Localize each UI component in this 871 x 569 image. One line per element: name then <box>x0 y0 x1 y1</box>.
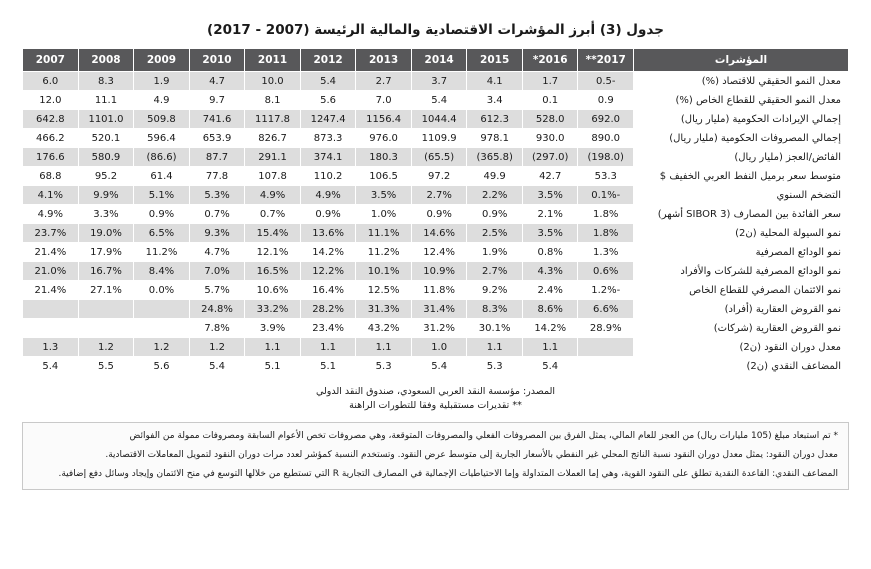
table-cell: 61.4 <box>134 167 190 186</box>
table-cell: 5.6 <box>300 91 356 110</box>
table-cell: 3.5% <box>522 224 578 243</box>
table-cell: 12.0 <box>23 91 79 110</box>
source-line-1: المصدر: مؤسسة النقد العربي السعودي، صندوق النقد الدولي <box>315 386 556 397</box>
header-year-2008: 2008 <box>78 49 134 72</box>
table-cell: 16.7% <box>78 262 134 281</box>
table-cell: 1101.0 <box>78 110 134 129</box>
table-cell: 890.0 <box>578 129 634 148</box>
table-cell: 180.3 <box>356 148 412 167</box>
table-cell: 1.1 <box>522 338 578 357</box>
table-body <box>23 72 849 376</box>
table-cell: 596.4 <box>134 129 190 148</box>
table-cell: 77.8 <box>189 167 245 186</box>
table-cell: 11.2% <box>356 243 412 262</box>
table-cell: 10.0 <box>245 72 301 91</box>
table-row-label: معدل النمو الحقيقي للاقتصاد (%) <box>634 72 849 91</box>
table-cell: 3.7 <box>411 72 467 91</box>
table-row-label: التضخم السنوي <box>634 186 849 205</box>
table-cell: 31.4% <box>411 300 467 319</box>
table-cell: 5.7% <box>189 281 245 300</box>
table-cell <box>578 357 634 376</box>
table-cell: 873.3 <box>300 129 356 148</box>
table-row <box>23 129 849 148</box>
table-cell: 580.9 <box>78 148 134 167</box>
table-cell: 2.5% <box>467 224 523 243</box>
table-row <box>23 110 849 129</box>
table-cell: 8.3% <box>467 300 523 319</box>
table-cell: 291.1 <box>245 148 301 167</box>
table-cell: 374.1 <box>300 148 356 167</box>
table-cell: 10.6% <box>245 281 301 300</box>
table-cell: 5.1 <box>245 357 301 376</box>
table-cell: 110.2 <box>300 167 356 186</box>
header-row <box>23 49 849 72</box>
note-3: المضاعف النقدي: القاعدة النقدية تطلق على النقود القوية، وهي إما العملات المتداولة وإما الاحتياطيات الإجمالية في المصارف التجارية R التي تستطيع من خلالها التوسع في منح الائتمان وإيجاد وسائل دفع إضافية. <box>58 468 838 479</box>
header-year-2011: 2011 <box>245 49 301 72</box>
header-year-2012: 2012 <box>300 49 356 72</box>
table-row-label: متوسط سعر برميل النفط العربي الخفيف $ <box>634 167 849 186</box>
table-cell: (198.0) <box>578 148 634 167</box>
table-cell: -1.2% <box>578 281 634 300</box>
table-cell <box>578 338 634 357</box>
table-cell: 0.0% <box>134 281 190 300</box>
table-cell: 6.5% <box>134 224 190 243</box>
notes-block <box>22 422 849 490</box>
table-cell: 978.1 <box>467 129 523 148</box>
table-cell: 528.0 <box>522 110 578 129</box>
table-cell: 13.6% <box>300 224 356 243</box>
table-cell: 3.5% <box>356 186 412 205</box>
table-cell: 1044.4 <box>411 110 467 129</box>
table-cell: 1.3% <box>578 243 634 262</box>
table-cell: 2.7% <box>467 262 523 281</box>
header-year-2013: 2013 <box>356 49 412 72</box>
table-cell: 68.8 <box>23 167 79 186</box>
table-row <box>23 91 849 110</box>
table-cell: 8.1 <box>245 91 301 110</box>
table-cell: 4.3% <box>522 262 578 281</box>
table-cell: 28.9% <box>578 319 634 338</box>
table-cell: 5.4 <box>411 91 467 110</box>
table-cell: 14.6% <box>411 224 467 243</box>
table-cell: 176.6 <box>23 148 79 167</box>
table-cell: 1.2 <box>134 338 190 357</box>
table-cell: 107.8 <box>245 167 301 186</box>
table-row <box>23 186 849 205</box>
table-cell: 520.1 <box>78 129 134 148</box>
table-cell: 4.9% <box>300 186 356 205</box>
header-year-2017: 2017** <box>578 49 634 72</box>
header-year-2009: 2009 <box>134 49 190 72</box>
table-cell <box>78 300 134 319</box>
table-cell: 1.2 <box>189 338 245 357</box>
table-cell: 14.2% <box>522 319 578 338</box>
table-cell: 9.7 <box>189 91 245 110</box>
table-cell: 692.0 <box>578 110 634 129</box>
table-row <box>23 357 849 376</box>
table-cell: 1.9 <box>134 72 190 91</box>
table-row <box>23 281 849 300</box>
table-cell: 21.4% <box>23 281 79 300</box>
table-row-label: نمو الودائع المصرفية <box>634 243 849 262</box>
table-cell: 24.8% <box>189 300 245 319</box>
table-cell: 8.6% <box>522 300 578 319</box>
table-cell: 106.5 <box>356 167 412 186</box>
table-cell: 11.1 <box>78 91 134 110</box>
header-year-2015: 2015 <box>467 49 523 72</box>
table-cell: 5.3% <box>189 186 245 205</box>
table-cell: 0.6% <box>578 262 634 281</box>
table-row-label: نمو الودائع المصرفية للشركات والأفراد <box>634 262 849 281</box>
table-cell: 12.2% <box>300 262 356 281</box>
table-cell: 0.9% <box>300 205 356 224</box>
table-row <box>23 167 849 186</box>
table-header <box>23 49 849 72</box>
table-cell: 1.0 <box>411 338 467 357</box>
header-year-2016: 2016* <box>522 49 578 72</box>
table-cell: 6.0 <box>23 72 79 91</box>
table-cell: 5.4 <box>300 72 356 91</box>
table-row-label: إجمالي المصروفات الحكومية (مليار ريال) <box>634 129 849 148</box>
table-cell: 2.7% <box>411 186 467 205</box>
table-cell: 10.9% <box>411 262 467 281</box>
table-cell: -0.5 <box>578 72 634 91</box>
table-cell: 33.2% <box>245 300 301 319</box>
table-row-label: نمو القروض العقارية (شركات) <box>634 319 849 338</box>
table-row-label: المضاعف النقدي (ن2) <box>634 357 849 376</box>
table-cell: 1.1 <box>245 338 301 357</box>
header-year-2014: 2014 <box>411 49 467 72</box>
table-cell: 4.9 <box>134 91 190 110</box>
table-cell: 11.2% <box>134 243 190 262</box>
table-cell: 1.0% <box>356 205 412 224</box>
table-cell: 3.3% <box>78 205 134 224</box>
table-cell: 5.6 <box>134 357 190 376</box>
source-line-2: ** تقديرات مستقبلية وفقا للتطورات الراهنة <box>349 400 522 412</box>
table-cell: 0.9% <box>134 205 190 224</box>
header-indicators: المؤشرات <box>634 49 849 72</box>
table-cell: 5.1% <box>134 186 190 205</box>
table-cell: (65.5) <box>411 148 467 167</box>
table-row-label: نمو السيولة المحلية (ن2) <box>634 224 849 243</box>
table-cell: 97.2 <box>411 167 467 186</box>
table-cell: 1117.8 <box>245 110 301 129</box>
table-cell: 5.3 <box>467 357 523 376</box>
table-row-label: إجمالي الإيرادات الحكومية (مليار ريال) <box>634 110 849 129</box>
table-cell: 0.9% <box>411 205 467 224</box>
table-cell: 1.9% <box>467 243 523 262</box>
table-cell: 27.1% <box>78 281 134 300</box>
table-cell: 30.1% <box>467 319 523 338</box>
table-cell: 1.3 <box>23 338 79 357</box>
table-cell: 1.1 <box>467 338 523 357</box>
table-cell: 0.7% <box>189 205 245 224</box>
table-cell: 8.4% <box>134 262 190 281</box>
table-cell: 826.7 <box>245 129 301 148</box>
table-cell: 741.6 <box>189 110 245 129</box>
table-cell: 0.1 <box>522 91 578 110</box>
table-cell: 0.8% <box>522 243 578 262</box>
table-cell: 42.7 <box>522 167 578 186</box>
table-cell: 2.2% <box>467 186 523 205</box>
table-cell: (297.0) <box>522 148 578 167</box>
table-row <box>23 262 849 281</box>
table-cell: 10.1% <box>356 262 412 281</box>
table-cell: 14.2% <box>300 243 356 262</box>
table-cell: 466.2 <box>23 129 79 148</box>
table-cell: 43.2% <box>356 319 412 338</box>
table-cell: 4.9% <box>245 186 301 205</box>
note-1: * تم استبعاد مبلغ (105 مليارات ريال) من العجز للعام المالي، يمثل الفرق بين المصروفات الفعلي والمصروفات المتوقعة، وهي مصروفات تخص الأعوام السابقة ومصروفات ممولة من الفوائض <box>129 430 838 441</box>
table-row <box>23 72 849 91</box>
table-row <box>23 319 849 338</box>
table-cell: 5.4 <box>23 357 79 376</box>
table-cell: 7.0 <box>356 91 412 110</box>
table-cell: 11.8% <box>411 281 467 300</box>
table-row <box>23 148 849 167</box>
table-cell: 3.4 <box>467 91 523 110</box>
table-cell: (365.8) <box>467 148 523 167</box>
note-2: معدل دوران النقود: يمثل معدل دوران النقود نسبة الناتج المحلي غير النفطي بالأسعار الجارية إلى متوسط عرض النقود. وتستخدم النسبة كمؤشر لعدد مرات دوران النقود لتمويل المعاملات الاقتصادية. <box>105 449 838 460</box>
table-cell: 16.5% <box>245 262 301 281</box>
table-row <box>23 300 849 319</box>
table-cell: 8.3 <box>78 72 134 91</box>
table-cell: 49.9 <box>467 167 523 186</box>
table-cell: 653.9 <box>189 129 245 148</box>
table-cell: 7.0% <box>189 262 245 281</box>
table-cell: 87.7 <box>189 148 245 167</box>
table-cell: 9.3% <box>189 224 245 243</box>
table-cell <box>78 319 134 338</box>
table-row-label: الفائض/العجز (مليار ريال) <box>634 148 849 167</box>
table-cell: 31.3% <box>356 300 412 319</box>
table-cell: 12.4% <box>411 243 467 262</box>
table-row-label: معدل دوران النقود (ن2) <box>634 338 849 357</box>
table-cell <box>23 319 79 338</box>
table-row-label: نمو القروض العقارية (أفراد) <box>634 300 849 319</box>
table-cell: 0.9% <box>467 205 523 224</box>
table-cell: 3.5% <box>522 186 578 205</box>
table-cell: 4.1 <box>467 72 523 91</box>
table-cell: 15.4% <box>245 224 301 243</box>
table-cell: 31.2% <box>411 319 467 338</box>
table-cell: 11.1% <box>356 224 412 243</box>
table-cell: 28.2% <box>300 300 356 319</box>
table-cell: 0.7% <box>245 205 301 224</box>
table-cell: 509.8 <box>134 110 190 129</box>
table-cell: 23.4% <box>300 319 356 338</box>
table-cell: 1.8% <box>578 224 634 243</box>
header-year-2007: 2007 <box>23 49 79 72</box>
table-cell: 9.9% <box>78 186 134 205</box>
table-cell: 642.8 <box>23 110 79 129</box>
table-cell: -0.1% <box>578 186 634 205</box>
table-cell: 2.1% <box>522 205 578 224</box>
table-row-label: سعر الفائدة بين المصارف (SIBOR 3 أشهر) <box>634 205 849 224</box>
table-cell: 6.6% <box>578 300 634 319</box>
table-cell: 12.1% <box>245 243 301 262</box>
table-cell: 23.7% <box>23 224 79 243</box>
table-row <box>23 205 849 224</box>
table-row-label: معدل النمو الحقيقي للقطاع الخاص (%) <box>634 91 849 110</box>
table-cell: 21.4% <box>23 243 79 262</box>
page-title: جدول (3) أبرز المؤشرات الاقتصادية والمالية الرئيسة (2007 - 2017) <box>207 22 664 38</box>
table-row <box>23 338 849 357</box>
table-cell: 976.0 <box>356 129 412 148</box>
table-cell: 21.0% <box>23 262 79 281</box>
table-cell: 5.4 <box>411 357 467 376</box>
table-row-label: نمو الائتمان المصرفي للقطاع الخاص <box>634 281 849 300</box>
table-row <box>23 243 849 262</box>
header-year-2010: 2010 <box>189 49 245 72</box>
table-cell: 930.0 <box>522 129 578 148</box>
table-cell: 612.3 <box>467 110 523 129</box>
table-cell: 4.1% <box>23 186 79 205</box>
table-cell: 1.1 <box>300 338 356 357</box>
table-cell: 19.0% <box>78 224 134 243</box>
table-cell: 5.5 <box>78 357 134 376</box>
table-cell: 4.7% <box>189 243 245 262</box>
table-cell: 17.9% <box>78 243 134 262</box>
table-cell: 1.1 <box>356 338 412 357</box>
table-cell: 1156.4 <box>356 110 412 129</box>
table-cell: 1.8% <box>578 205 634 224</box>
table-cell: 12.5% <box>356 281 412 300</box>
table-cell: 95.2 <box>78 167 134 186</box>
table-cell: 1.7 <box>522 72 578 91</box>
table-cell: 2.7 <box>356 72 412 91</box>
table-cell <box>134 319 190 338</box>
table-cell: 53.3 <box>578 167 634 186</box>
table-cell: 0.9 <box>578 91 634 110</box>
table-cell <box>134 300 190 319</box>
source-block <box>22 385 849 414</box>
table-cell: (86.6) <box>134 148 190 167</box>
table-cell: 9.2% <box>467 281 523 300</box>
table-cell: 5.3 <box>356 357 412 376</box>
indicators-table <box>22 48 849 376</box>
table-cell: 7.8% <box>189 319 245 338</box>
table-cell: 4.9% <box>23 205 79 224</box>
table-cell <box>23 300 79 319</box>
table-cell: 4.7 <box>189 72 245 91</box>
table-cell: 1109.9 <box>411 129 467 148</box>
table-cell: 1247.4 <box>300 110 356 129</box>
table-cell: 2.4% <box>522 281 578 300</box>
table-cell: 5.4 <box>189 357 245 376</box>
table-row <box>23 224 849 243</box>
table-cell: 5.4 <box>522 357 578 376</box>
table-cell: 3.9% <box>245 319 301 338</box>
table-cell: 16.4% <box>300 281 356 300</box>
table-cell: 1.2 <box>78 338 134 357</box>
table-cell: 5.1 <box>300 357 356 376</box>
